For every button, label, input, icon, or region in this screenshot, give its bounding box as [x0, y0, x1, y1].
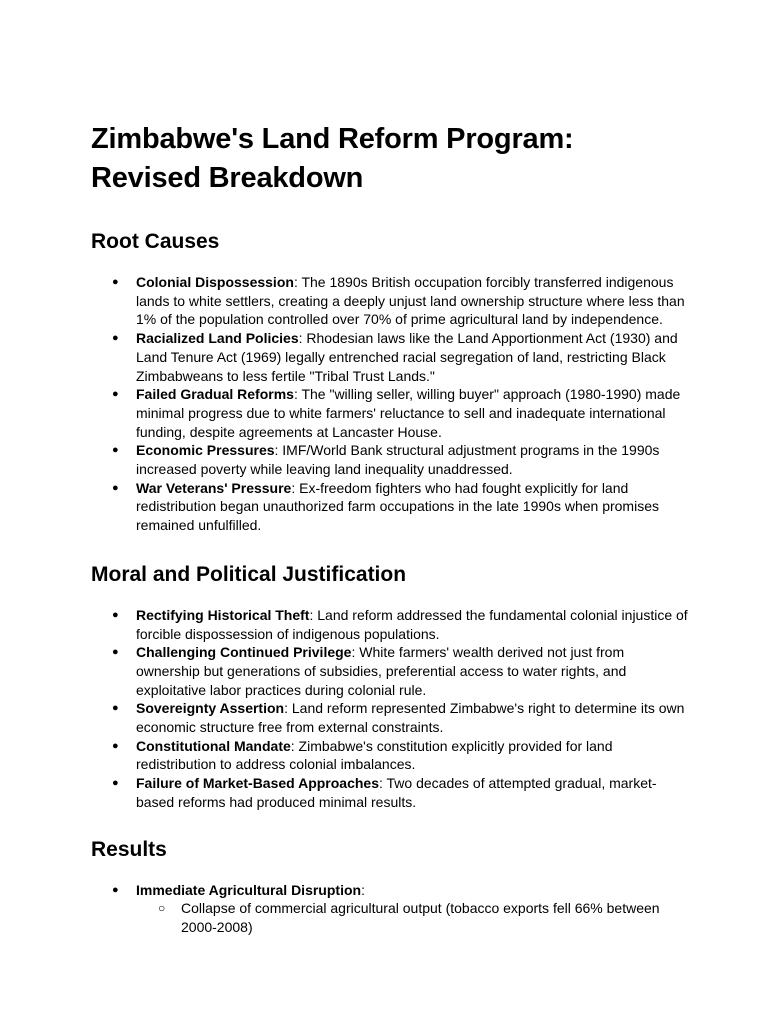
item-text: : White farmers' wealth derived not just from ownership but generations of subsidies, preferential access to water rights, and exploitative labor practices during colonial rule. — [136, 644, 627, 698]
item-term: War Veterans' Pressure — [136, 479, 292, 496]
item-term: Failed Gradual Reforms — [136, 386, 294, 403]
item-term: Challenging Continued Privilege — [136, 644, 352, 661]
document-title-line-1: Zimbabwe's Land Reform Program: — [91, 123, 574, 155]
bullet-icon: ● — [112, 276, 119, 288]
list-item — [91, 441, 691, 478]
list-item — [91, 881, 691, 937]
item-term: Economic Pressures — [136, 442, 275, 459]
list-item — [91, 606, 691, 643]
bullet-icon: ● — [112, 883, 119, 896]
item-term: Immediate Agricultural Disruption — [136, 881, 362, 898]
item-term: Constitutional Mandate — [136, 737, 291, 754]
list-item — [91, 699, 691, 736]
bullet-icon: ● — [112, 332, 119, 345]
item-text: : Two decades of attempted gradual, market-based reforms had produced minimal results. — [136, 775, 657, 810]
item-text: : The "willing seller, willing buyer" approach (1980-1990) made minimal progress due to white farmers' reluctance to sell and inadequate international funding, despite agreements at Lancaster House. — [136, 386, 681, 440]
bullet-icon: ● — [112, 444, 119, 457]
item-text: : Ex-freedom fighters who had fought explicitly for land redistribution began unauthorized farm occupations in the late 1990s when promises remained unfulfilled. — [136, 479, 659, 534]
document-title-line-2: Revised Breakdown — [91, 162, 364, 194]
item-text: : Rhodesian laws like the Land Apportionment Act (1930) and Land Tenure Act (1969) legally entrenched racial segregation of land, restricting Black Zimbabweans to less fertile "Tribal Trust Lands." — [136, 330, 678, 384]
bullet-icon: ● — [112, 608, 119, 621]
justification-list — [91, 606, 691, 812]
sub-item-text: Collapse of commercial agricultural output (tobacco exports fell 66% between 2000-2008) — [181, 900, 660, 935]
item-text: : Zimbabwe's constitution explicitly provided for land redistribution to address colonial imbalances. — [136, 737, 613, 773]
bullet-icon: ● — [112, 388, 119, 401]
sub-bullet-icon: ○ — [158, 901, 166, 916]
document-page — [91, 120, 691, 937]
results-list — [91, 881, 691, 937]
list-item — [91, 737, 691, 774]
item-term: Colonial Dispossession — [136, 274, 294, 290]
bullet-icon: ● — [112, 646, 119, 659]
bullet-icon: ● — [112, 702, 119, 715]
document-title — [91, 120, 691, 198]
item-text: : Land reform addressed the fundamental colonial injustice of forcible dispossession of indigenous populations. — [136, 606, 688, 642]
item-text: : Land reform represented Zimbabwe's right to determine its own economic structure free from external constraints. — [136, 700, 685, 736]
item-text: : The 1890s British occupation forcibly transferred indigenous lands to white settlers, creating a deeply unjust land ownership structure where less than 1% of the population controlled over 70% of prime agricultural land by independence. — [136, 274, 685, 328]
root-causes-list — [91, 273, 691, 535]
list-item — [91, 273, 691, 329]
bullet-icon: ● — [112, 481, 119, 494]
bullet-icon: ● — [112, 777, 119, 790]
list-item — [91, 643, 691, 699]
item-text: : IMF/World Bank structural adjustment programs in the 1990s increased poverty while leaving land inequality unaddressed. — [136, 442, 660, 478]
list-item — [91, 329, 691, 385]
list-item — [91, 385, 691, 441]
item-term: Sovereignty Assertion — [136, 700, 285, 717]
section-heading-justification: Moral and Political Justification — [91, 562, 407, 586]
list-item — [91, 774, 691, 811]
list-item — [91, 479, 691, 535]
section-heading-results: Results — [91, 837, 167, 861]
sub-list-item — [136, 899, 691, 936]
section-heading-root-causes: Root Causes — [91, 230, 220, 253]
item-term: Rectifying Historical Theft — [136, 606, 310, 623]
results-sub-list — [136, 899, 691, 936]
bullet-icon: ● — [112, 739, 119, 752]
item-term: Failure of Market-Based Approaches — [136, 775, 379, 792]
item-term: Racialized Land Policies — [136, 330, 299, 347]
item-text: : — [361, 881, 365, 898]
